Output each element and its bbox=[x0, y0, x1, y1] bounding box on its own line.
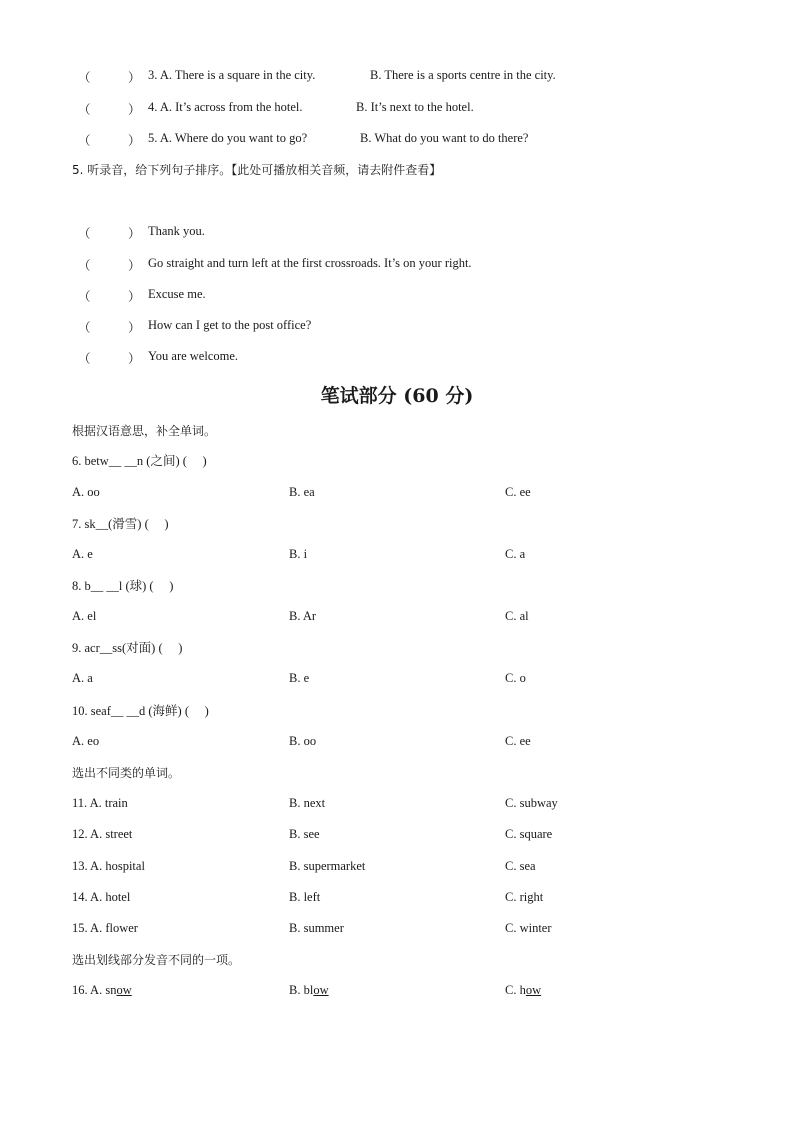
question-4-option-a: 4. A. It’s across from the hotel. bbox=[148, 100, 303, 114]
question-3-option-b: B. There is a sports centre in the city. bbox=[370, 68, 556, 82]
option-a: 14. A. hotel bbox=[72, 890, 131, 904]
question-7-stem: 7. sk__(滑雪) ( ) bbox=[72, 517, 169, 531]
option-b: B. Ar bbox=[289, 609, 317, 623]
question-4-option-b: B. It’s next to the hotel. bbox=[356, 100, 474, 114]
option-c: C. subway bbox=[505, 796, 558, 810]
option-a: A. eo bbox=[72, 734, 100, 748]
pronunciation-instruction: 选出划线部分发音不同的一项。 bbox=[72, 953, 241, 967]
order-sentence: Excuse me. bbox=[148, 287, 206, 301]
option-b: B. e bbox=[289, 671, 310, 685]
answer-paren-open: （ bbox=[78, 227, 91, 241]
question-6-stem: 6. betw__ __n (之间) ( ) bbox=[72, 454, 207, 468]
answer-paren-open: （ bbox=[78, 134, 91, 148]
underlined-part: ow bbox=[116, 983, 132, 997]
option-a: 12. A. street bbox=[72, 827, 133, 841]
question-9-stem: 9. acr__ss(对面) ( ) bbox=[72, 641, 183, 655]
section-5-heading: 5. 听录音，给下列句子排序。【此处可播放相关音频，请去附件查看】 bbox=[72, 163, 442, 177]
answer-paren-close: ） bbox=[128, 259, 141, 273]
option-b: B. ea bbox=[289, 485, 315, 499]
answer-paren-close: ） bbox=[128, 227, 141, 241]
option-c: C. al bbox=[505, 609, 529, 623]
option-c: C. ee bbox=[505, 485, 531, 499]
answer-paren-close: ） bbox=[128, 134, 141, 148]
option-c: C. a bbox=[505, 547, 526, 561]
option-c: C. ee bbox=[505, 734, 531, 748]
option-b: B. see bbox=[289, 827, 320, 841]
order-sentence: You are welcome. bbox=[148, 349, 239, 363]
option-a: A. oo bbox=[72, 485, 100, 499]
option-a: A. e bbox=[72, 547, 93, 561]
answer-paren-open: （ bbox=[78, 259, 91, 273]
option-c: C. how bbox=[505, 983, 542, 997]
question-8-stem: 8. b__ __l (球) ( ) bbox=[72, 579, 174, 593]
option-a: 15. A. flower bbox=[72, 921, 138, 935]
option-b: B. supermarket bbox=[289, 859, 366, 873]
written-section-title: 笔试部分 (60 分) bbox=[320, 385, 474, 407]
answer-paren-close: ） bbox=[128, 71, 141, 85]
option-a: 16. A. snow bbox=[72, 983, 132, 997]
option-b: B. blow bbox=[289, 983, 329, 997]
answer-paren-open: （ bbox=[78, 352, 91, 366]
question-3-option-a: 3. A. There is a square in the city. bbox=[148, 68, 316, 82]
order-sentence: How can I get to the post office? bbox=[148, 318, 312, 332]
answer-paren-close: ） bbox=[128, 103, 141, 117]
answer-paren-open: （ bbox=[78, 103, 91, 117]
option-a: A. el bbox=[72, 609, 97, 623]
option-c: C. square bbox=[505, 827, 553, 841]
answer-paren-open: （ bbox=[78, 290, 91, 304]
order-sentence: Thank you. bbox=[148, 224, 205, 238]
order-sentence: Go straight and turn left at the first crossroads. It’s on your right. bbox=[148, 256, 472, 270]
option-c: C. sea bbox=[505, 859, 536, 873]
option-a: 11. A. train bbox=[72, 796, 128, 810]
option-b: B. summer bbox=[289, 921, 344, 935]
option-b: B. oo bbox=[289, 734, 317, 748]
answer-paren-close: ） bbox=[128, 352, 141, 366]
question-10-stem: 10. seaf__ __d (海鲜) ( ) bbox=[72, 704, 209, 718]
option-b: B. next bbox=[289, 796, 326, 810]
answer-paren-open: （ bbox=[78, 71, 91, 85]
option-a: A. a bbox=[72, 671, 93, 685]
spelling-instruction: 根据汉语意思，补全单词。 bbox=[72, 424, 217, 438]
underlined-part: ow bbox=[313, 983, 329, 997]
option-c: C. right bbox=[505, 890, 544, 904]
answer-paren-open: （ bbox=[78, 321, 91, 335]
answer-paren-close: ） bbox=[128, 321, 141, 335]
option-c: C. o bbox=[505, 671, 526, 685]
option-b: B. i bbox=[289, 547, 308, 561]
question-5-option-b: B. What do you want to do there? bbox=[360, 131, 529, 145]
odd-one-out-instruction: 选出不同类的单词。 bbox=[72, 766, 181, 780]
option-c: C. winter bbox=[505, 921, 552, 935]
question-5-option-a: 5. A. Where do you want to go? bbox=[148, 131, 308, 145]
option-b: B. left bbox=[289, 890, 321, 904]
option-a: 13. A. hospital bbox=[72, 859, 145, 873]
answer-paren-close: ） bbox=[128, 290, 141, 304]
underlined-part: ow bbox=[525, 983, 542, 997]
